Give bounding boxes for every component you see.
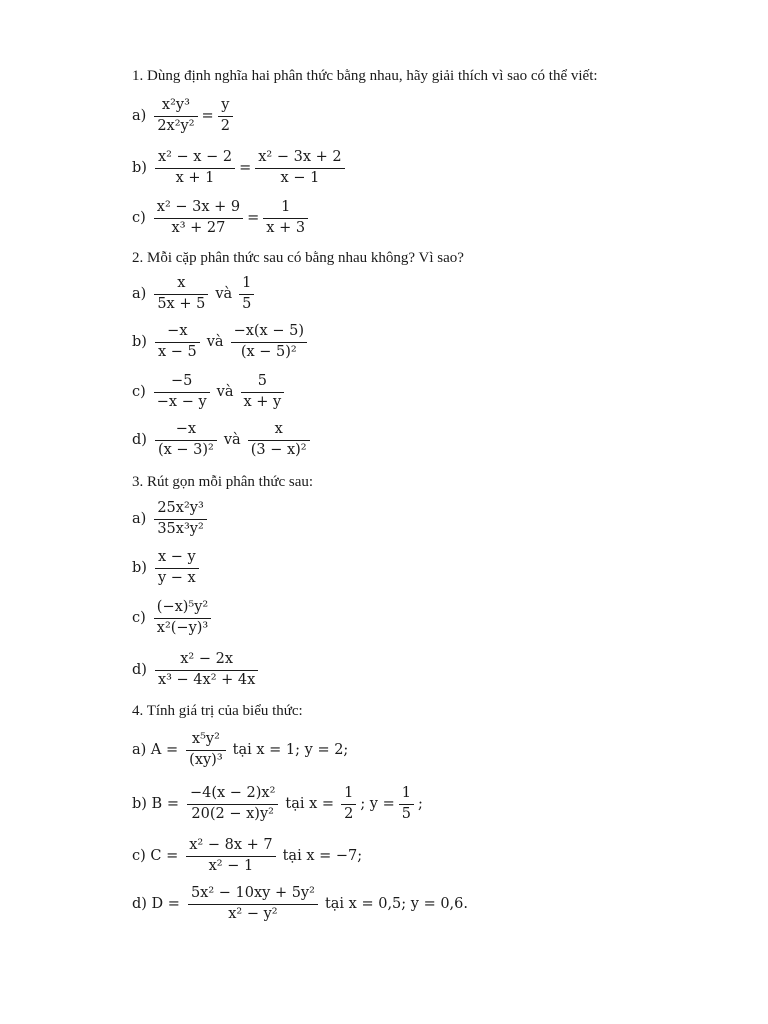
equals-sign: = [239, 160, 252, 177]
item-label: b) [132, 334, 147, 351]
item-label: b) B = [132, 796, 179, 813]
numerator: y [221, 97, 230, 113]
q4-item-c [132, 838, 365, 875]
numerator: 5 [257, 373, 267, 389]
denominator: 5 [239, 294, 254, 313]
item-label: a) [132, 286, 147, 303]
condition-text: ; y = [360, 796, 395, 813]
denominator: (x − 5)² [231, 342, 307, 361]
question-3-heading: 3. Rút gọn mỗi phân thức sau: [132, 474, 314, 490]
fraction [154, 276, 208, 313]
denominator: 20(2 − x)y² [187, 804, 278, 823]
numerator: x [177, 275, 186, 291]
item-label: c) [132, 610, 146, 627]
numerator: x − y [157, 549, 196, 565]
question-4-heading: 4. Tính giá trị của biểu thức: [132, 703, 303, 719]
q3-item-d [132, 652, 262, 689]
item-label: c) [132, 384, 146, 401]
denominator: 35x³y² [154, 519, 206, 538]
fraction [248, 422, 310, 459]
equals-sign: = [247, 210, 260, 227]
denominator: 2 [218, 116, 233, 135]
fraction [154, 200, 243, 237]
denominator: x + 3 [263, 218, 308, 237]
numerator: x [274, 421, 283, 437]
fraction [263, 200, 308, 237]
fraction [155, 422, 217, 459]
fraction [154, 600, 211, 637]
item-label: b) [132, 160, 147, 177]
denominator: x − 5 [155, 342, 200, 361]
denominator: x² − 1 [186, 856, 275, 875]
item-label: a) [132, 108, 147, 125]
q3-item-a [132, 501, 211, 538]
fraction [155, 324, 200, 361]
q4-item-a [132, 732, 351, 769]
and-word: và [215, 286, 233, 303]
and-word: và [206, 334, 224, 351]
condition-text: tại x = −7; [282, 848, 363, 865]
numerator: x² − 2x [180, 651, 234, 667]
denominator: 2x²y² [154, 116, 197, 135]
fraction [241, 374, 285, 411]
fraction [155, 150, 235, 187]
numerator: x² − 3x + 9 [156, 199, 241, 215]
condition-text: tại x = 1; y = 2; [232, 742, 349, 759]
numerator: 1 [344, 785, 354, 801]
fraction [154, 98, 197, 135]
denominator: x + 1 [155, 168, 235, 187]
fraction [155, 550, 199, 587]
numerator: x² − 8x + 7 [189, 837, 273, 853]
q4-item-d [132, 886, 471, 923]
denominator: 5 [399, 804, 414, 823]
fraction [155, 652, 258, 689]
fraction [341, 786, 356, 823]
item-label: d) D = [132, 896, 180, 913]
q2-item-a [132, 276, 258, 313]
denominator: (x − 3)² [155, 440, 217, 459]
condition-text: tại x = 0,5; y = 0,6. [324, 896, 468, 913]
denominator: x + y [241, 392, 285, 411]
item-label: a) A = [132, 742, 179, 759]
question-2-heading: 2. Mỗi cặp phân thức sau có bằng nhau không? Vì sao? [132, 250, 464, 266]
numerator: −4(x − 2)x² [189, 785, 276, 801]
q1-item-b [132, 150, 349, 187]
q1-item-c [132, 200, 312, 237]
equals-sign: = [201, 108, 214, 125]
fraction [255, 150, 344, 187]
q2-item-b [132, 324, 311, 361]
item-label: b) [132, 560, 147, 577]
denominator: (3 − x)² [248, 440, 310, 459]
condition-text: tại x = [285, 796, 335, 813]
denominator: y − x [155, 568, 199, 587]
numerator: 1 [281, 199, 291, 215]
numerator: 1 [242, 275, 252, 291]
and-word: và [223, 432, 241, 449]
item-label: d) [132, 662, 147, 679]
item-label: c) C = [132, 848, 179, 865]
numerator: x² − x − 2 [157, 149, 233, 165]
q2-item-c [132, 374, 288, 411]
denominator: 5x + 5 [154, 294, 208, 313]
q2-item-d [132, 422, 314, 459]
item-label: a) [132, 511, 147, 528]
fraction [154, 501, 206, 538]
question-1-heading: 1. Dùng định nghĩa hai phân thức bằng nhau, hãy giải thích vì sao có thể viết: [132, 68, 598, 84]
numerator: x⁵y² [191, 731, 220, 747]
numerator: 5x² − 10xy + 5y² [190, 885, 315, 901]
numerator: −x(x − 5) [233, 323, 304, 339]
numerator: −x [175, 421, 197, 437]
fraction [188, 886, 318, 923]
numerator: x²y³ [161, 97, 190, 113]
fraction [154, 374, 210, 411]
fraction [186, 732, 226, 769]
numerator: −x [167, 323, 188, 339]
numerator: (−x)⁵y² [156, 599, 209, 615]
fraction [399, 786, 414, 823]
denominator: x³ + 27 [154, 218, 243, 237]
denominator: x − 1 [255, 168, 344, 187]
denominator: −x − y [154, 392, 210, 411]
denominator: 2 [341, 804, 356, 823]
denominator: x² − y² [188, 904, 318, 923]
numerator: −5 [171, 373, 193, 389]
numerator: x² − 3x + 2 [258, 149, 342, 165]
q4-item-b [132, 786, 423, 823]
fraction [231, 324, 307, 361]
q3-item-c [132, 600, 215, 637]
condition-text: ; [418, 796, 423, 813]
denominator: x³ − 4x² + 4x [155, 670, 258, 689]
denominator: x²(−y)³ [154, 618, 211, 637]
numerator: 1 [401, 785, 411, 801]
q3-item-b [132, 550, 203, 587]
denominator: (xy)³ [186, 750, 226, 769]
item-label: d) [132, 432, 147, 449]
fraction [186, 838, 275, 875]
item-label: c) [132, 210, 146, 227]
fraction [239, 276, 254, 313]
q1-item-a [132, 98, 237, 135]
and-word: và [216, 384, 234, 401]
fraction [218, 98, 233, 135]
fraction [187, 786, 278, 823]
numerator: 25x²y³ [157, 500, 204, 516]
